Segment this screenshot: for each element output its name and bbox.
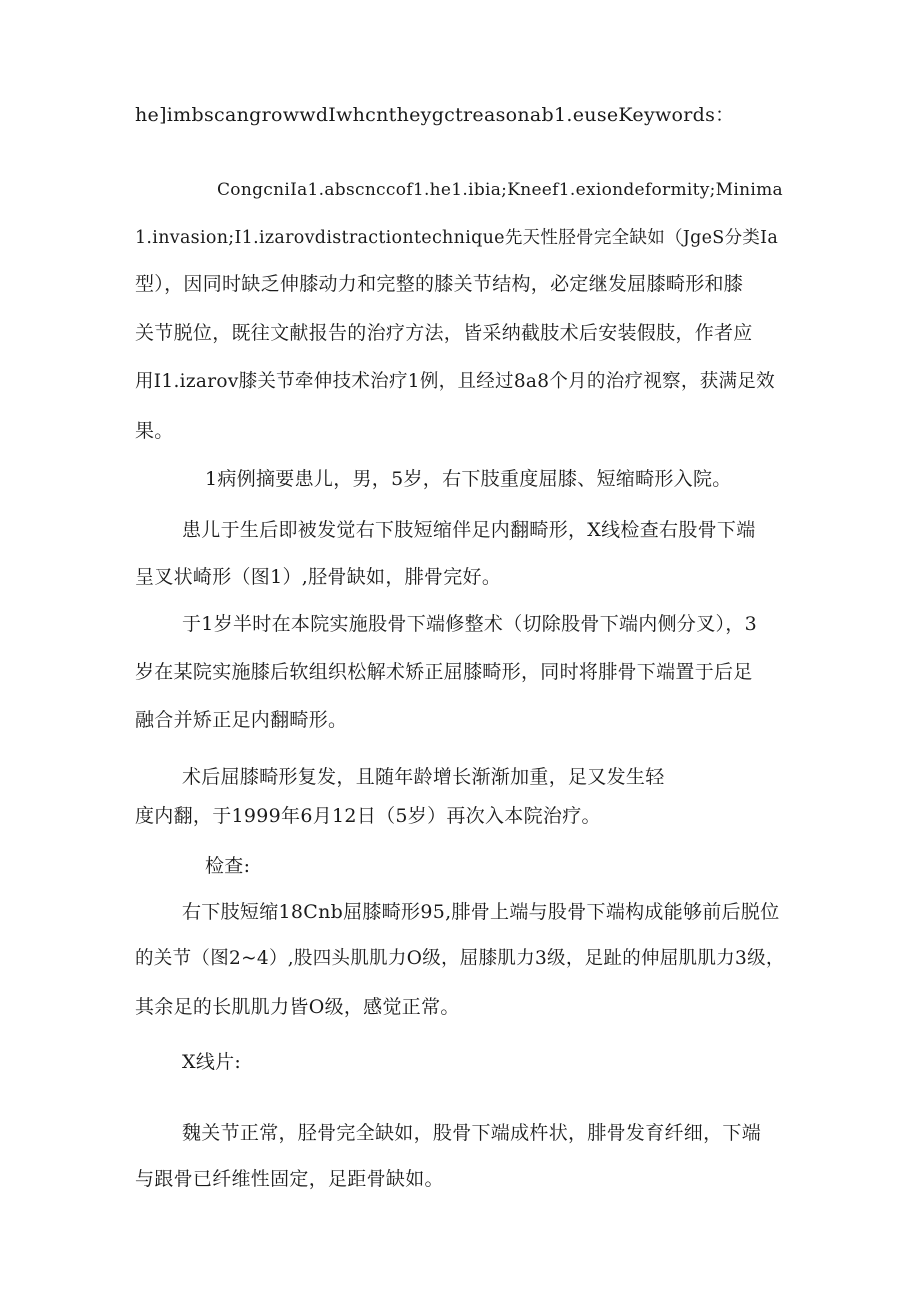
recurrence-line-2: 度内翻，于1999年6月12日（5岁）再次入本院治疗。 [135,805,601,827]
body-line-3: 关节脱位，既往文献报告的治疗方法，皆采纳截肢术后安装假肢，作者应 [135,322,753,344]
exam-line-3: 其余足的长肌肌力皆O级，感觉正常。 [135,996,460,1018]
exam-line-2: 的关节（图2~4）,股四头肌肌力O级，屈膝肌力3级，足趾的伸屈肌肌力3级， [135,948,785,969]
xray-line-2: 与跟骨已纤维性固定，足距骨缺如。 [135,1168,444,1190]
body-line-5: 果。 [135,420,174,442]
history-line-1: 患儿于生后即被发觉右下肢短缩伴足内翻畸形，X线检查右股骨下端 [182,519,756,541]
recurrence-line-1: 术后屈膝畸形复发，且随年龄增长渐渐加重，足又发生轻 [182,766,665,788]
keywords-line-1: CongcniIa1.abscnccof1.he1.ibia;Kneef1.exiondeformity;Minima [217,180,783,200]
body-line-1: 1.invasion;I1.izarovdistractiontechnique先天性胫骨完全缺如（JgeS分类Ia [135,228,779,248]
case-summary-line: 1病例摘要患儿，男，5岁，右下肢重度屈膝、短缩畸形入院。 [205,468,732,490]
history-line-2: 呈叉状崎形（图1）,胫骨缺如，腓骨完好。 [135,566,502,588]
xray-line-1: 魏关节正常，胫骨完全缺如，股骨下端成杵状，腓骨发育纤细，下端 [182,1122,762,1144]
surgery-line-3: 融合并矫正足内翻畸形。 [135,709,348,731]
abstract-line-1: he]imbscangrowwdIwhcntheygctreasonab1.euseKeywords： [135,104,735,126]
surgery-line-2: 岁在某院实施膝后软组织松解术矫正屈膝畸形，同时将腓骨下端置于后足 [135,661,753,683]
body-line-4: 用I1.izarov膝关节牵伸技术治疗1例，且经过8a8个月的治疗视察，获满足效 [135,371,775,392]
surgery-line-1: 于1岁半时在本院实施股骨下端修整术（切除股骨下端内侧分叉），3 [182,613,757,635]
exam-line-1: 右下肢短缩18Cnb屈膝畸形95,腓骨上端与股骨下端构成能够前后脱位 [182,901,780,923]
exam-heading: 检查: [205,855,251,877]
body-line-2: 型），因同时缺乏伸膝动力和完整的膝关节结构，必定继发屈膝畸形和膝 [135,273,744,295]
xray-heading: X线片: [182,1051,242,1073]
